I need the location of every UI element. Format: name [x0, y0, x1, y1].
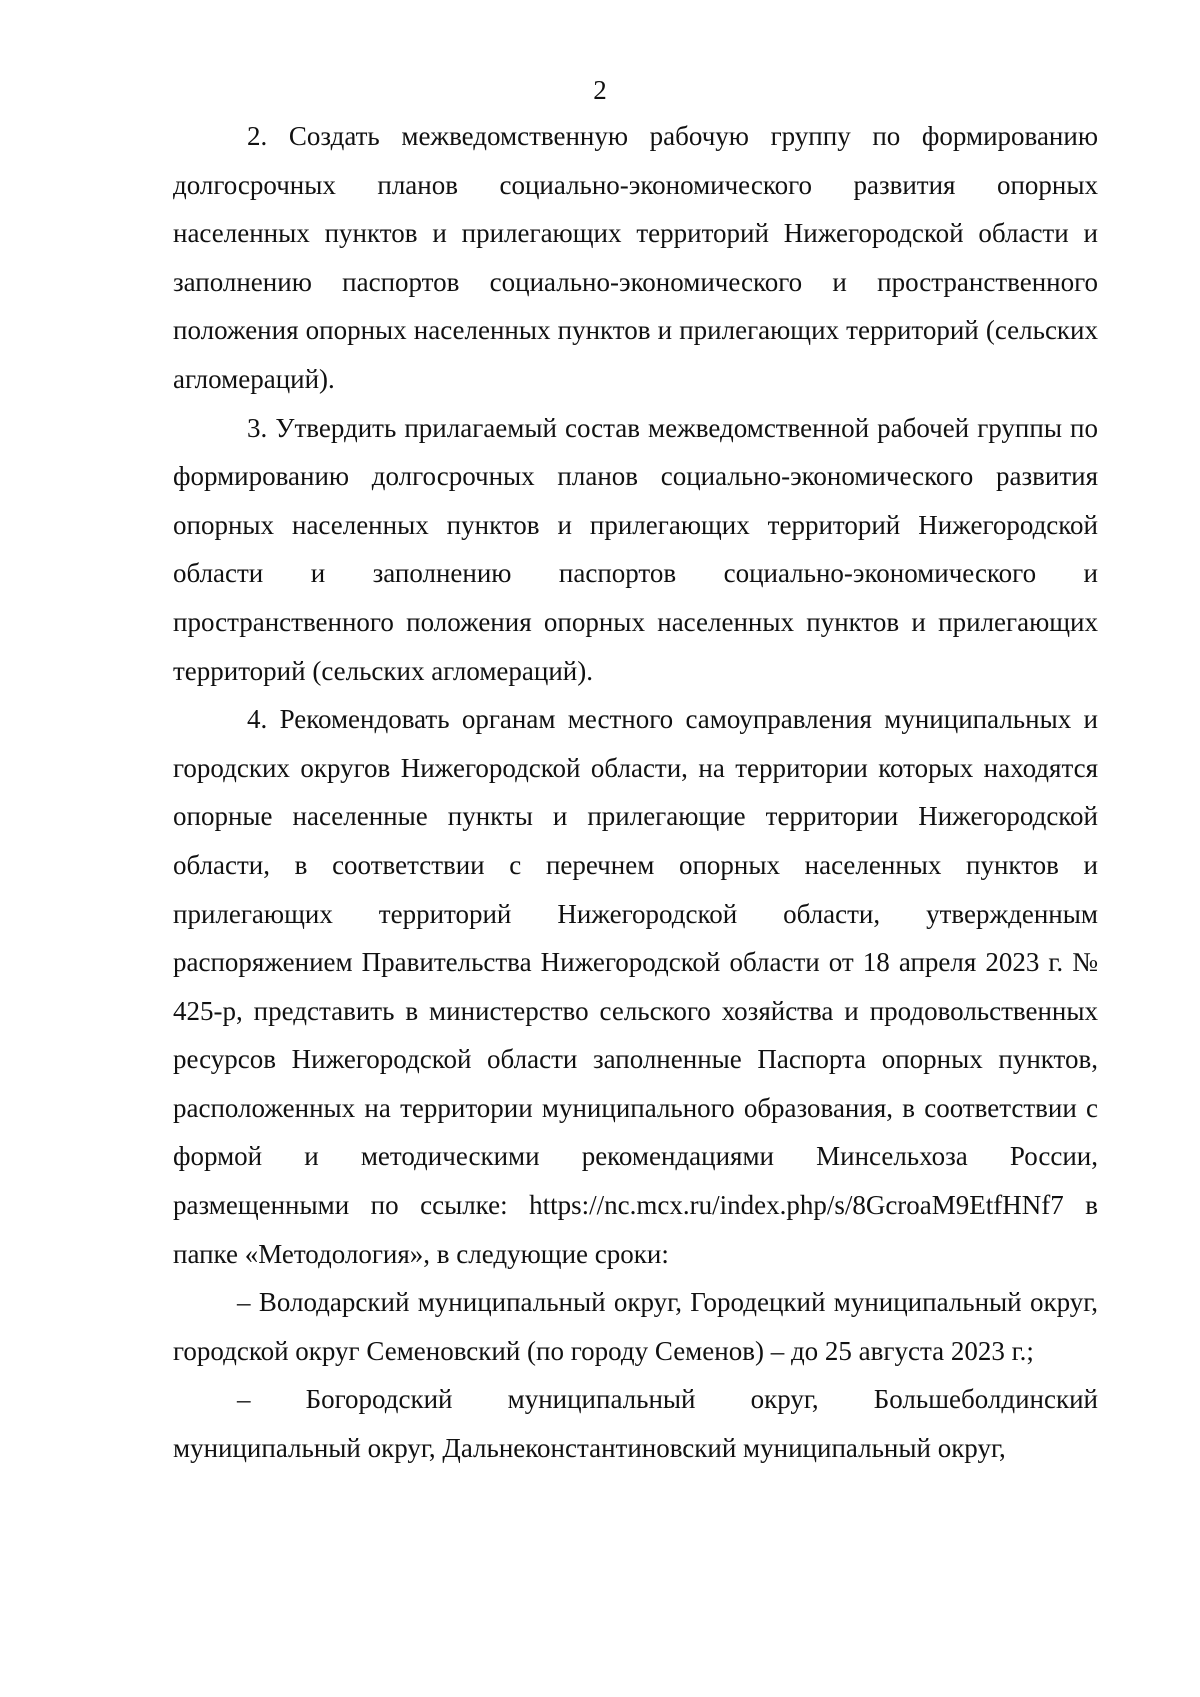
paragraph-item-4: 4. Рекомендовать органам местного самоуправления муниципальных и городских округов Нижегородской области, на территории которых находятся опорные населенные пункты и прилегающие территории Нижегородской области, в соответствии с перечнем опорных населенных пунктов и прилегающих территорий Нижегородской области, утвержденным распоряжением Правительства Нижегородской области от 18 апреля 2023 г. № 425-р, представить в министерство сельского хозяйства и продовольственных ресурсов Нижегородской области заполненные Паспорта опорных пунктов, расположенных на территории муниципального образования, в соответствии с формой и методическими рекомендациями Минсельхоза России, размещенными по ссылке: https://nc.mcx.ru/index.php/s/8GcroaM9EtfHNf7 в папке «Методология», в следующие сроки: — [173, 704, 1098, 1269]
deadline-list-item: – Володарский муниципальный округ, Городецкий муниципальный округ, городской округ Семеновский (по городу Семенов) – до 25 августа 2023 г.; — [173, 1287, 1098, 1366]
paragraph-item-3: 3. Утвердить прилагаемый состав межведомственной рабочей группы по формированию долгосрочных планов социально-экономического развития опорных населенных пунктов и прилегающих территорий Нижегородской области и заполнению паспортов социально-экономического и пространственного положения опорных населенных пунктов и прилегающих территорий (сельских агломераций). — [173, 412, 1098, 686]
deadline-list-item: – Богородский муниципальный округ, Большеболдинский муниципальный округ, Дальнеконстантиновский муниципальный округ, — [173, 1384, 1098, 1464]
document-body — [173, 112, 1098, 1473]
paragraph-item-2: 2. Создать межведомственную рабочую группу по формированию долгосрочных планов социально-экономического развития опорных населенных пунктов и прилегающих территорий Нижегородской области и заполнению паспортов социально-экономического и пространственного положения опорных населенных пунктов и прилегающих территорий (сельских агломераций). — [173, 121, 1098, 394]
page-number: 2 — [593, 75, 607, 105]
